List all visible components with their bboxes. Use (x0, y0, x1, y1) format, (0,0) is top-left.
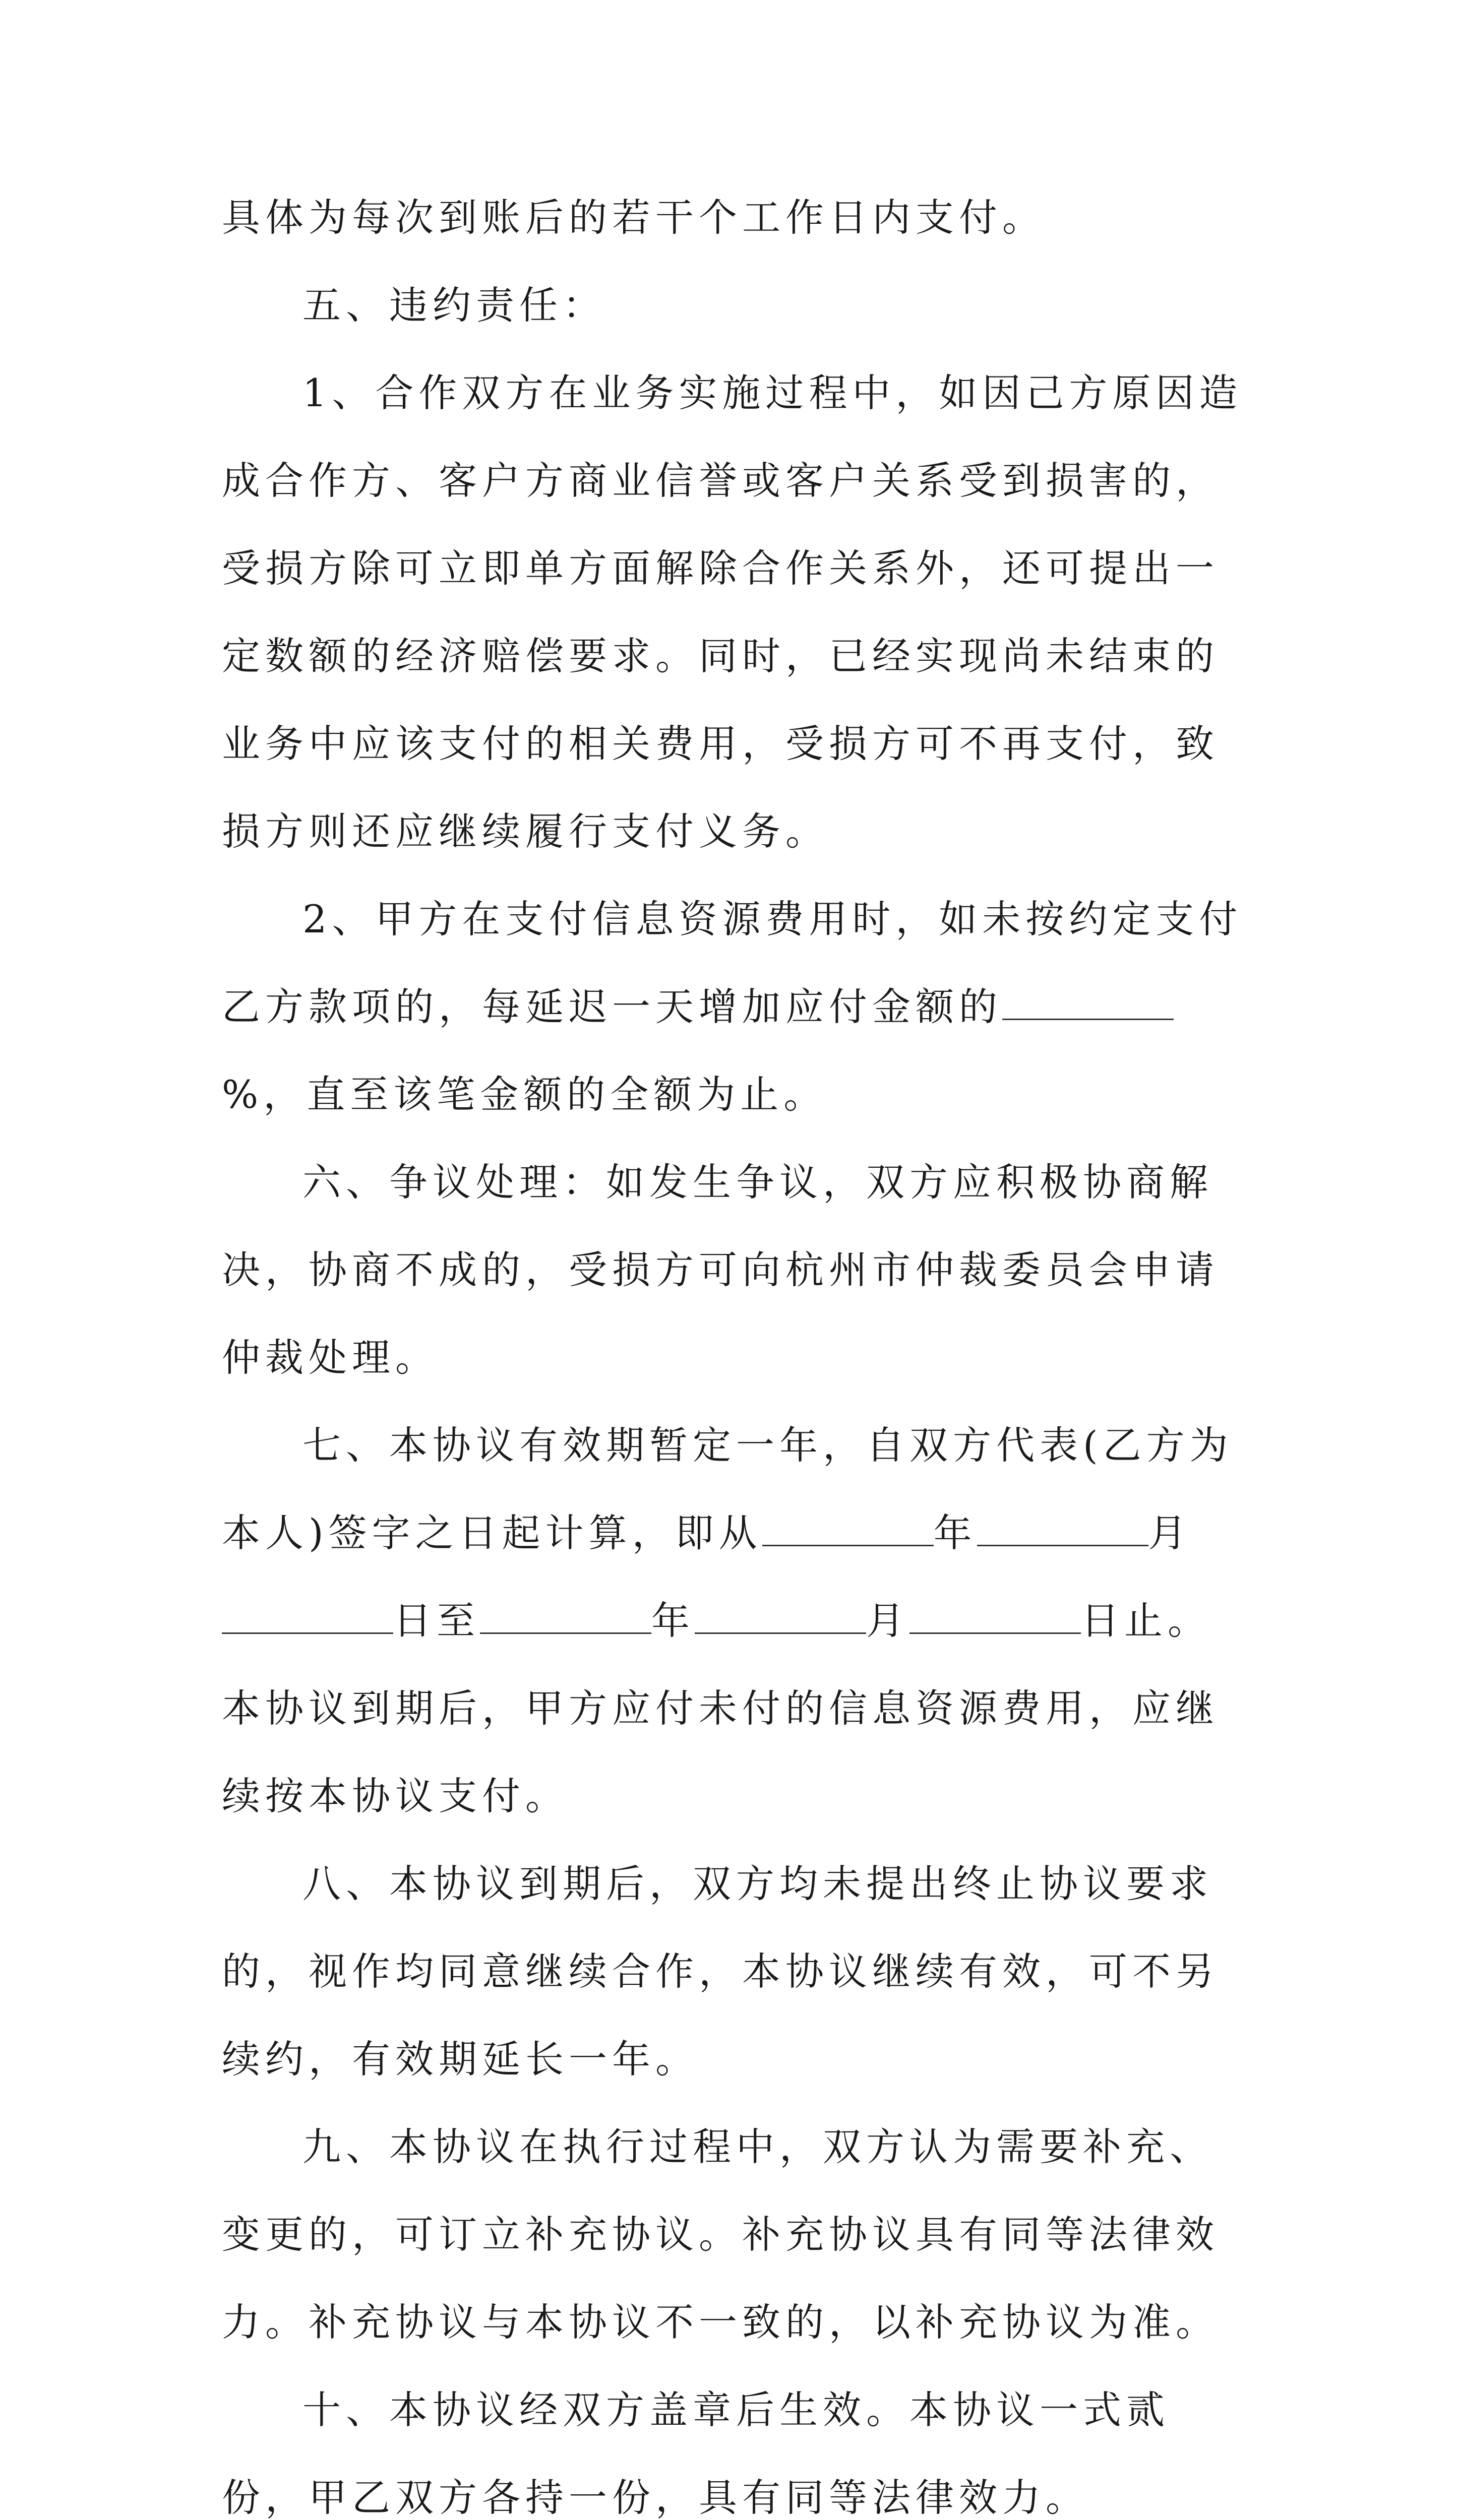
paragraph-auto-renewal: 八、本协议到期后，双方均未提出终止协议要求的，视作均同意继续合作，本协议继续有效，可不另续约，有效期延长一年。 (222, 1861, 1219, 2082)
blank-start-year[interactable] (762, 1509, 934, 1546)
paragraph-payment-continuation: 具体为每次到账后的若干个工作日内支付。 (222, 195, 1046, 240)
label-start-day-to: 日至 (393, 1598, 480, 1643)
blank-end-month[interactable] (695, 1597, 866, 1634)
label-end-year: 年 (651, 1598, 695, 1643)
heading-breach-liability: 五、违约责任： (302, 283, 606, 328)
paragraph-effectiveness: 十、本协议经双方盖章后生效。本协议一式贰份，甲乙双方各持一份，具有同等法律效力。 (222, 2387, 1170, 2520)
label-start-month: 月 (1148, 1510, 1192, 1555)
paragraph-supplementary-agreement: 九、本协议在执行过程中，双方认为需要补充、变更的，可订立补充协议。补充协议具有同等法律效力。补充协议与本协议不一致的，以补充协议为准。 (222, 2124, 1219, 2345)
paragraph-breach-clause-2 (222, 875, 1250, 1139)
validity-text-start: 七、本协议有效期暂定一年，自双方代表(乙方为本人)签字之日起计算，即从 (222, 1423, 1233, 1555)
label-start-year: 年 (933, 1510, 977, 1555)
blank-end-year[interactable] (480, 1597, 651, 1634)
clause-2-text-start: 2、甲方在支付信息资源费用时，如未按约定支付乙方款项的，每延迟一天增加应付金额的 (222, 897, 1243, 1029)
paragraph-validity-period (222, 1402, 1250, 1840)
document-body (222, 174, 1250, 2520)
clause-2-text-end: %，直至该笔金额的全额为止。 (222, 1072, 827, 1117)
blank-start-day[interactable] (222, 1597, 393, 1634)
label-end-month: 月 (866, 1598, 909, 1643)
blank-end-day[interactable] (909, 1597, 1081, 1634)
paragraph-dispute-resolution: 六、争议处理：如发生争议，双方应积极协商解决，协商不成的，受损方可向杭州市仲裁委员会申请仲裁处理。 (222, 1160, 1219, 1380)
blank-start-month[interactable] (977, 1509, 1148, 1546)
paragraph-breach-clause-1: 1、合作双方在业务实施过程中，如因己方原因造成合作方、客户方商业信誉或客户关系受到损害的，受损方除可立即单方面解除合作关系外，还可提出一定数额的经济赔偿要求。同时，已经实现尚未结束的业务中应该支付的相关费用，受损方可不再支付，致损方则还应继续履行支付义务。 (222, 370, 1243, 854)
blank-late-fee-percent[interactable] (1002, 983, 1174, 1020)
validity-text-end: 日止。本协议到期后，甲方应付未付的信息资源费用，应继续按本协议支付。 (222, 1598, 1219, 1818)
